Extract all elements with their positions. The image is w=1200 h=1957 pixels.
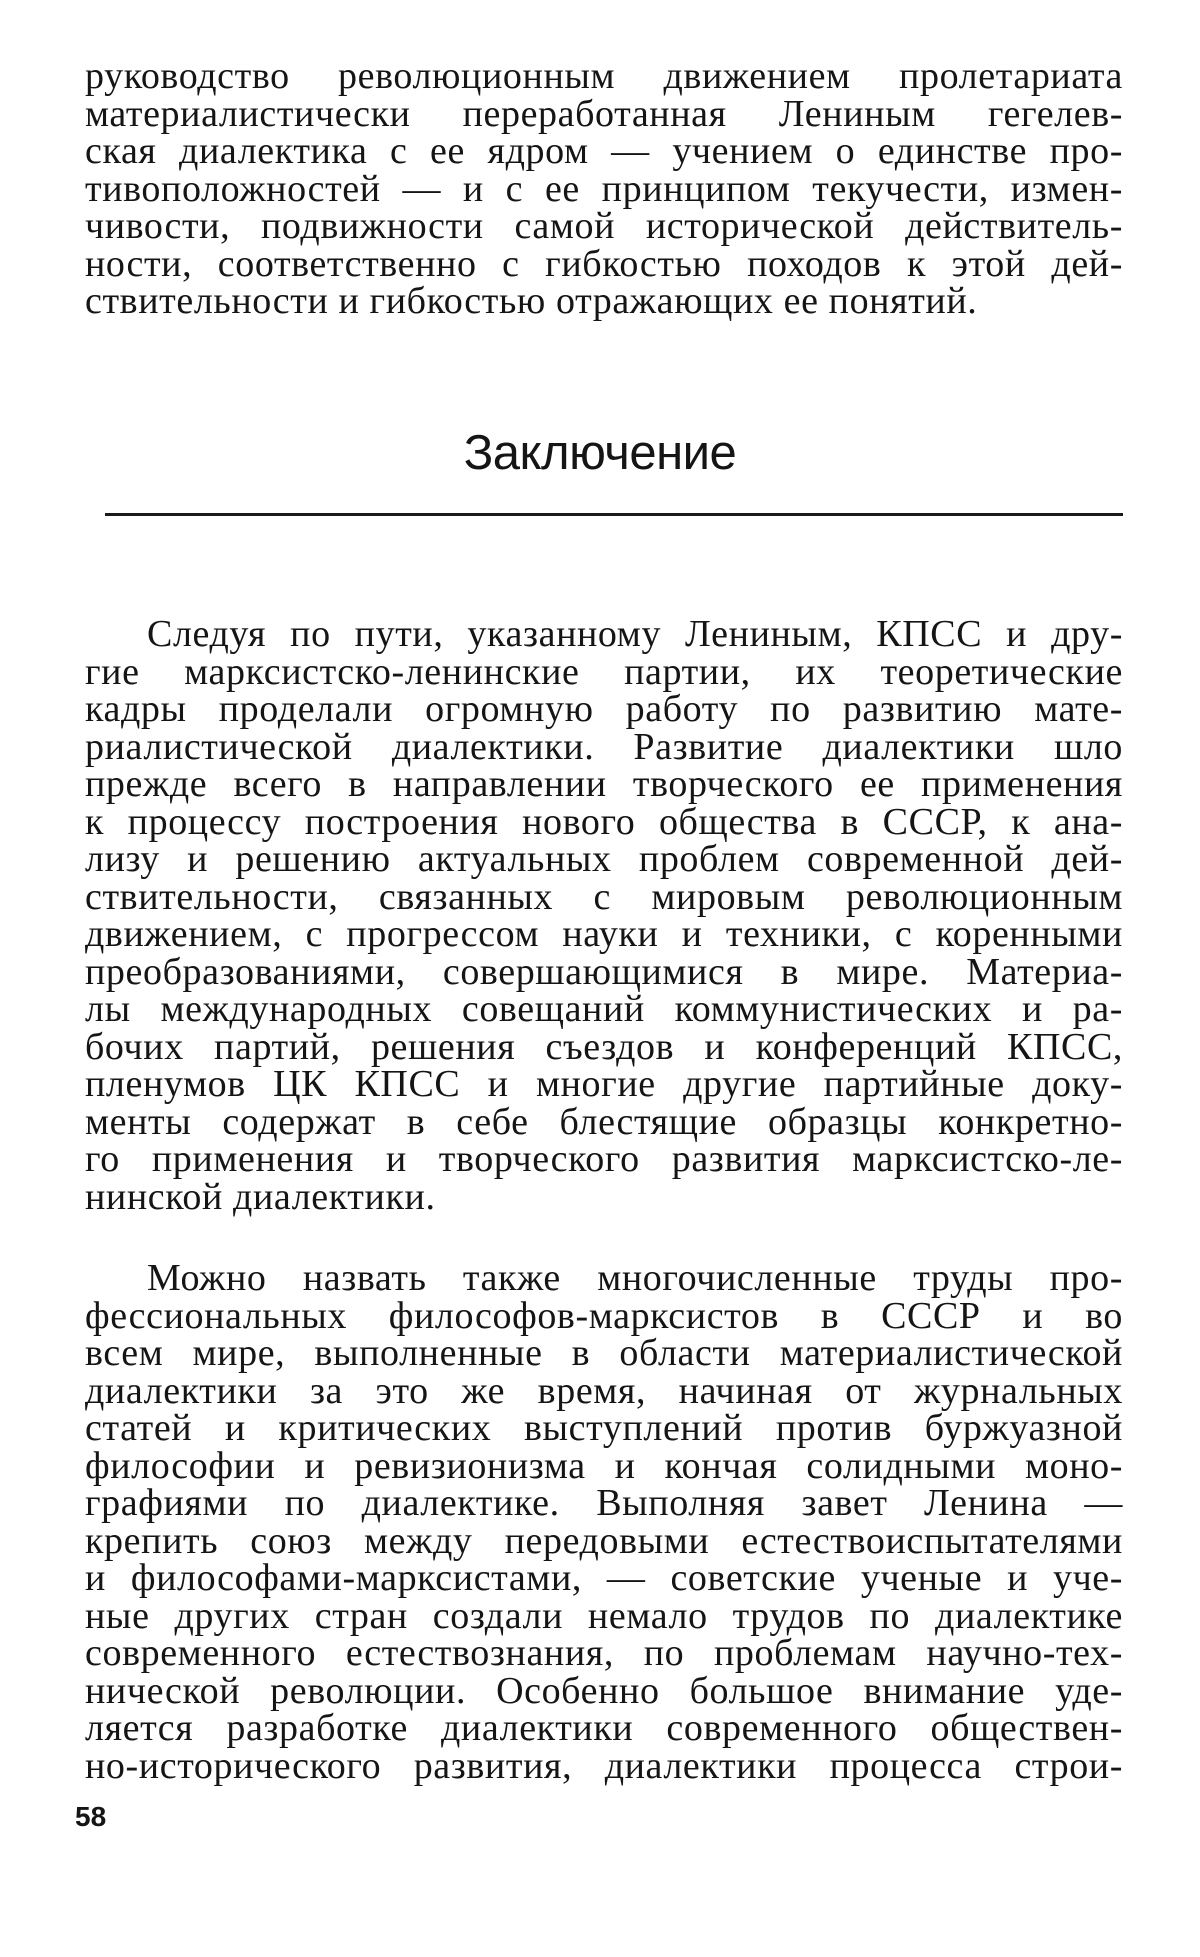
text-line: пленумов ЦК КПСС и многие другие партийные доку- xyxy=(85,1063,1123,1105)
text-line: кадры проделали огромную работу по развитию мате- xyxy=(85,688,1123,730)
text-line: гие марксистско-ленинские партии, их теоретические xyxy=(85,650,1123,693)
text-line: ствительности и гибкостью отражающих ее понятий. xyxy=(85,280,978,322)
text-line: диалектики за это же время, начиная от журнальных xyxy=(85,1369,1123,1412)
text-line: бочих партий, решения съездов и конференций КПСС, xyxy=(85,1025,1123,1068)
text-line: крепить союз между передовыми естествоиспытателями xyxy=(85,1519,1123,1562)
text-line: нинской диалектики. xyxy=(85,1175,436,1218)
heading-divider xyxy=(105,513,1123,516)
page-number: 58 xyxy=(75,1801,107,1832)
text-line: преобразованиями, совершающимися в мире. Материа- xyxy=(85,950,1123,993)
paragraph-2 xyxy=(85,1257,1123,1787)
text-line: статей и критических выступлений против буржуазной xyxy=(85,1407,1123,1449)
text-line: руководство революционным движением пролетариата xyxy=(85,55,1123,97)
text-line: но-исторического развития, диалектики процесса строи- xyxy=(85,1744,1123,1787)
text-line: ская диалектика с ее ядром — учением о единстве про- xyxy=(85,130,1123,172)
text-line: графиями по диалектике. Выполняя завет Ленина — xyxy=(85,1482,1123,1524)
text-line: ные других стран создали немало трудов по диалектике xyxy=(85,1594,1123,1637)
text-line: движением, с прогрессом науки и техники, с коренными xyxy=(85,913,1123,955)
text-line: го применения и творческого развития марксистско-ле- xyxy=(85,1138,1123,1180)
text-line: современного естествознания, по проблемам научно-тех- xyxy=(85,1632,1123,1674)
text-line: Можно назвать также многочисленные труды про- xyxy=(147,1257,1123,1299)
text-line: материалистически переработанная Лениным гегелев- xyxy=(85,92,1123,135)
text-line: риалистической диалектики. Развитие диалектики шло xyxy=(85,725,1123,768)
text-line: лизу и решению актуальных проблем современной дей- xyxy=(85,838,1123,880)
text-line: ности, соответственно с гибкостью походов к этой дей- xyxy=(85,242,1123,285)
text-line: ствительности, связанных с мировым революционным xyxy=(85,875,1123,918)
text-line: тивоположностей — и с ее принципом текучести, измен- xyxy=(85,167,1123,210)
text-line: всем мире, выполненные в области материалистической xyxy=(85,1332,1123,1374)
text-line: философии и ревизионизма и кончая солидными моно- xyxy=(85,1444,1123,1487)
text-line: чивости, подвижности самой исторической действитель- xyxy=(85,205,1123,247)
intro-paragraph xyxy=(85,55,1123,322)
text-line: и философами-марксистами, — советские ученые и уче- xyxy=(85,1557,1123,1599)
text-line: ляется разработке диалектики современного обществен- xyxy=(85,1707,1123,1749)
text-line: менты содержат в себе блестящие образцы конкретно- xyxy=(85,1100,1123,1143)
section-heading: Заключение xyxy=(463,426,737,480)
text-line: фессиональных философов-марксистов в СССР и во xyxy=(85,1294,1123,1337)
text-line: к процессу построения нового общества в СССР, к ана- xyxy=(85,800,1123,843)
text-line: прежде всего в направлении творческого ее применения xyxy=(85,763,1123,805)
text-line: Следуя по пути, указанному Лениным, КПСС и дру- xyxy=(147,613,1123,655)
text-line: нической революции. Особенно большое внимание уде- xyxy=(85,1669,1123,1712)
paragraph-1 xyxy=(85,613,1123,1218)
text-line: лы международных совещаний коммунистических и ра- xyxy=(85,988,1123,1030)
